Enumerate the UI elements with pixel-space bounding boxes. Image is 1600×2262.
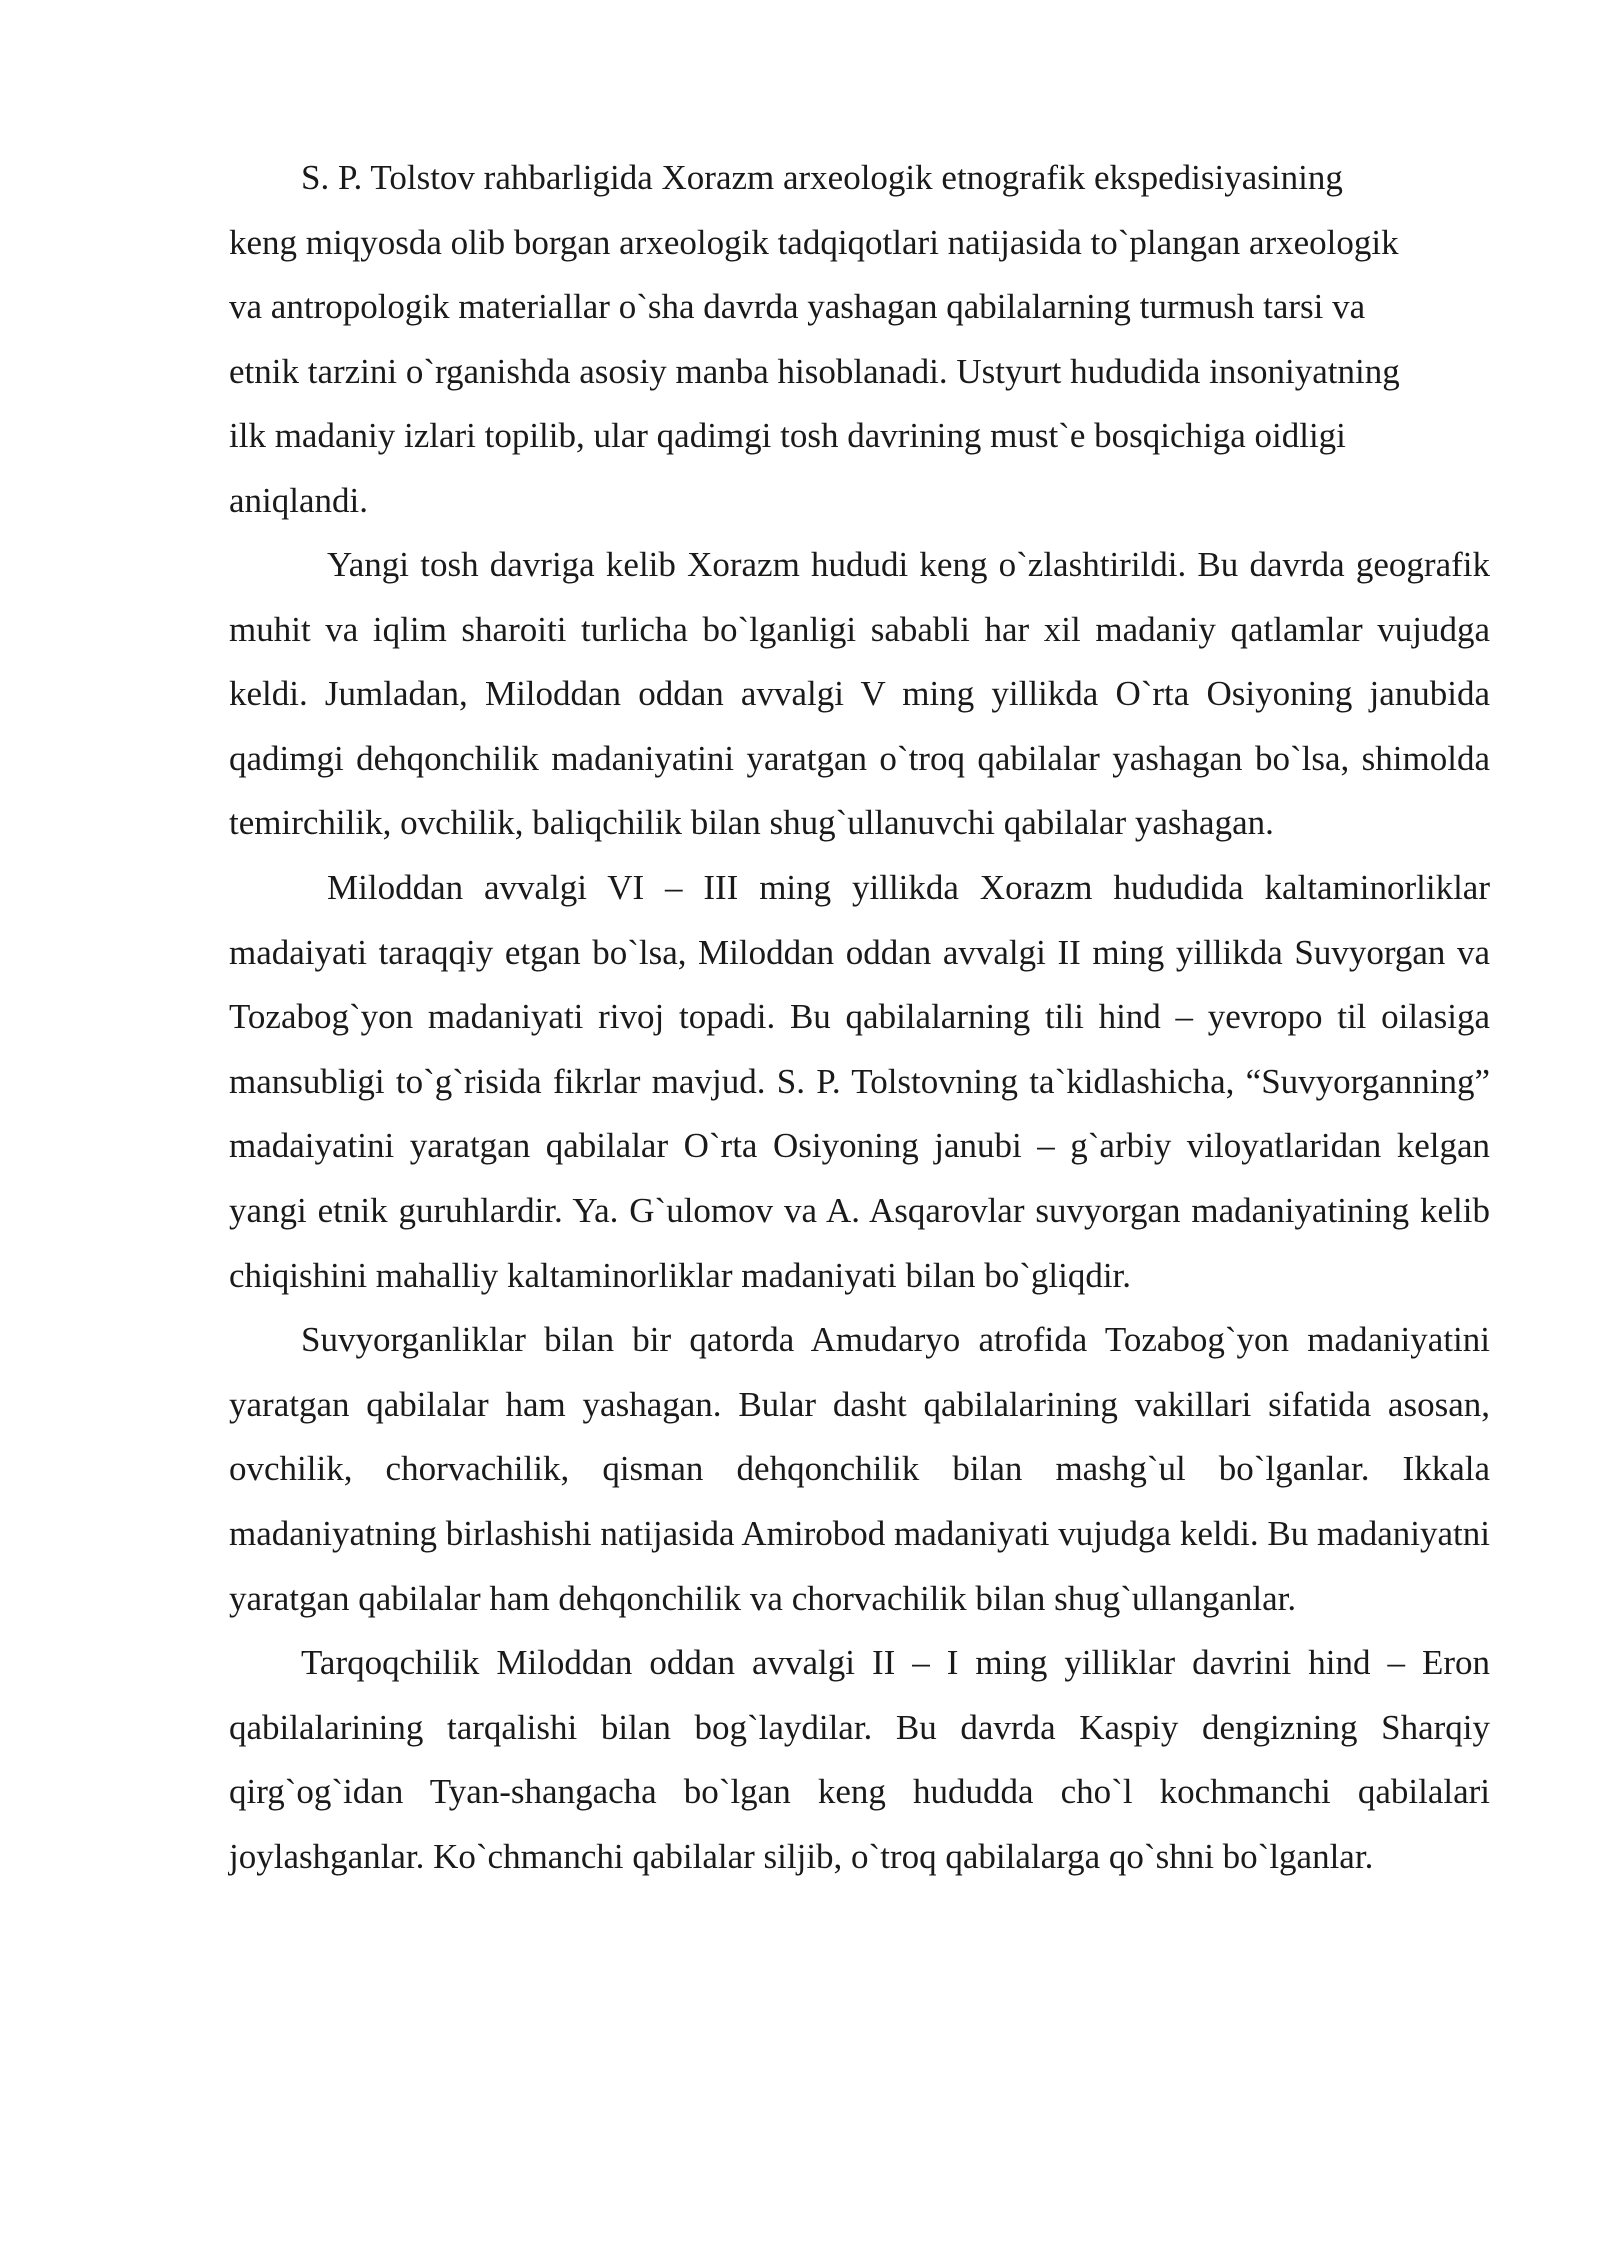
document-body <box>229 146 1490 1889</box>
paragraph-tolstov-expedition: S. P. Tolstov rahbarligida Xorazm arxeologik etnografik ekspedisiyasining keng miqyosda olib borgan arxeologik tadqiqotlari natijasida to`plangan arxeologik va antropologik materiallar o`sha davrda yashagan qabilalarning turmush tarsi va etnik tarzini o`rganishda asosiy manba hisoblanadi. Ustyurt hududida insoniyatning ilk madaniy izlari topilib, ular qadimgi tosh davrining must`e bosqichiga oidligi aniqlandi. <box>229 158 1400 520</box>
paragraph-kaltaminor-suvyorgan: Miloddan avvalgi VI – III ming yillikda Xorazm hududida kaltaminorliklar madaiyati taraqqiy etgan bo`lsa, Miloddan oddan avvalgi II ming yillikda Suvyorgan va Tozabog`yon madaniyati rivoj topadi. Bu qabilalarning tili hind – yevropo til oilasiga mansubligi to`g`risida fikrlar mavjud. S. P. Tolstovning ta`kidlashicha, “Suvyorganning” madaiyatini yaratgan qabilalar O`rta Osiyoning janubi – g`arbiy viloyatlaridan kelgan yangi etnik guruhlardir. Ya. G`ulomov va A. Asqarovlar suvyorgan madaniyatining kelib chiqishini mahalliy kaltaminorliklar madaniyati bilan bo`gliqdir. <box>229 867 1490 1295</box>
paragraph-tozabogyon-amirobod: Suvyorganliklar bilan bir qatorda Amudaryo atrofida Tozabog`yon madaniyatini yaratgan qabilalar ham yashagan. Bular dasht qabilalarining vakillari sifatida asosan, ovchilik, chorvachilik, qisman dehqonchilik bilan mashg`ul bo`lganlar. Ikkala madaniyatning birlashishi natijasida Amirobod madaniyati vujudga keldi. Bu madaniyatni yaratgan qabilalar ham dehqonchilik va chorvachilik bilan shug`ullanganlar. <box>229 1320 1490 1618</box>
paragraph-neolithic: Yangi tosh davriga kelib Xorazm hududi keng o`zlashtirildi. Bu davrda geografik muhit va iqlim sharoiti turlicha bo`lganligi sababli har xil madaniy qatlamlar vujudga keldi. Jumladan, Miloddan oddan avvalgi V ming yillikda O`rta Osiyoning janubida qadimgi dehqonchilik madaniyatini yaratgan o`troq qabilalar yashagan bo`lsa, shimolda temirchilik, ovchilik, baliqchilik bilan shug`ullanuvchi qabilalar yashagan. <box>229 545 1490 843</box>
paragraph-indo-iranian-spread: Tarqoqchilik Miloddan oddan avvalgi II – I ming yilliklar davrini hind – Eron qabilalarining tarqalishi bilan bog`laydilar. Bu davrda Kaspiy dengizning Sharqiy qirg`og`idan Tyan-shangacha bo`lgan keng hududda cho`l kochmanchi qabilalari joylashganlar. Ko`chmanchi qabilalar siljib, o`troq qabilalarga qo`shni bo`lganlar. <box>229 1643 1490 1876</box>
